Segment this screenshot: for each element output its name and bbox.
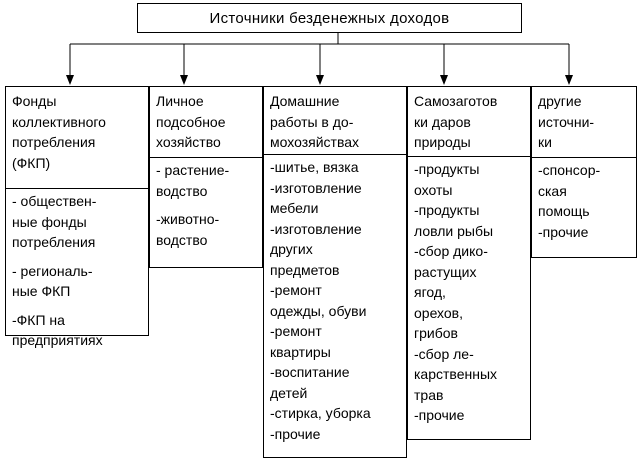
list-item-line: карственных [414, 366, 498, 382]
item-spacer [12, 253, 143, 261]
diagram-title-text: Источники безденежных доходов [209, 9, 450, 27]
list-item-line: помощь [538, 203, 590, 219]
list-item-line: -ФКП на [12, 311, 65, 328]
list-item-line: предметов [270, 261, 340, 278]
column-other-header [532, 87, 636, 158]
list-item-line: -продукты [414, 161, 480, 177]
list-item-line: ская [538, 182, 567, 199]
list-item [414, 159, 525, 200]
column-home-work-items [264, 155, 406, 444]
column-personal-farm-header [150, 87, 262, 158]
list-item [156, 160, 257, 201]
list-item-line: -воспитание [270, 364, 350, 380]
item-spacer [12, 302, 143, 310]
column-header-line: ки [538, 134, 552, 150]
list-item [270, 219, 401, 281]
column-header-line: Фонды [12, 93, 57, 109]
list-item [270, 362, 401, 403]
item-spacer [156, 201, 257, 209]
column-fkp-items [6, 189, 148, 351]
list-item-line: -изготовление [270, 179, 362, 196]
column-header-line: природы [414, 134, 471, 150]
list-item-line: водство [156, 182, 208, 199]
list-item [270, 321, 401, 362]
list-item-line: -спонсор- [538, 162, 601, 178]
column-personal-farm [149, 86, 263, 268]
list-item [12, 310, 143, 351]
column-other [531, 86, 637, 258]
column-header-line: другие [538, 93, 582, 109]
list-item [538, 160, 631, 222]
list-item-line: -сбор дико- [414, 243, 488, 259]
list-item [270, 280, 401, 321]
arrow-head [66, 75, 74, 85]
arrow-head [440, 75, 448, 85]
list-item-line: -шитье, вязка [270, 159, 359, 175]
list-item-line: ные фонды [12, 213, 87, 230]
column-header-line: ки даров [414, 113, 471, 130]
column-header-line: подсобное [156, 113, 226, 130]
list-item [270, 424, 401, 445]
column-header-line: мохозяйствах [270, 134, 360, 150]
column-header-line: хозяйство [156, 134, 221, 150]
list-item-line: орехов, [414, 304, 464, 321]
list-item-line: -прочие [414, 407, 465, 423]
list-item [414, 344, 525, 406]
list-item-line: мебели [270, 200, 319, 216]
list-item-line: -прочие [538, 223, 589, 240]
list-item-line: потребления [12, 234, 96, 250]
list-item-line: охоты [414, 181, 453, 198]
column-self-harvest-items [408, 157, 530, 426]
list-item-line: квартиры [270, 343, 331, 360]
column-fkp [5, 86, 149, 348]
column-self-harvest [407, 86, 531, 440]
list-item [156, 209, 257, 250]
list-item-line: трав [414, 386, 444, 403]
column-home-work-header [264, 87, 406, 155]
list-item-line: - региональ- [12, 262, 93, 279]
arrow-head [180, 75, 188, 85]
list-item [270, 157, 401, 178]
column-self-harvest-header [408, 87, 530, 157]
list-item-line: ловли рыбы [414, 222, 494, 239]
column-header-line: Самозаготов [414, 93, 498, 109]
list-item-line: -сбор ле- [414, 345, 474, 362]
list-item [12, 191, 143, 253]
list-item [414, 241, 525, 344]
list-item-line: грибов [414, 325, 458, 341]
arrows [66, 44, 573, 85]
arrow-head [316, 75, 324, 85]
list-item-line: -животно- [156, 211, 220, 227]
column-header-line: Личное [156, 93, 204, 109]
list-item-line: ягод, [414, 284, 446, 300]
column-header-line: коллективного [12, 113, 106, 130]
list-item [414, 405, 525, 426]
list-item-line: - растение- [156, 162, 230, 178]
list-item-line: ные ФКП [12, 283, 71, 299]
list-item-line: -продукты [414, 202, 480, 218]
list-item-line: -стирка, уборка [270, 405, 371, 421]
list-item-line: -ремонт [270, 323, 322, 339]
arrow-head [565, 75, 573, 85]
list-item-line: -ремонт [270, 282, 322, 298]
list-item [270, 178, 401, 219]
list-item-line: других [270, 241, 313, 257]
list-item-line: предприятиях [12, 332, 103, 348]
column-header-line: потребления [12, 134, 96, 150]
column-other-items [532, 158, 636, 242]
column-personal-farm-items [150, 158, 262, 250]
list-item-line: - обществен- [12, 193, 97, 209]
list-item-line: водство [156, 231, 208, 248]
list-item [12, 261, 143, 302]
column-header-line: (ФКП) [12, 154, 51, 171]
list-item-line: детей [270, 384, 308, 401]
column-header-line: работы в до- [270, 113, 354, 130]
column-fkp-header [6, 87, 148, 189]
list-item [414, 200, 525, 241]
list-item-line: одежды, обуви [270, 302, 367, 319]
list-item-line: растущих [414, 263, 477, 280]
column-header-line: Домашние [270, 93, 340, 109]
list-item-line: -изготовление [270, 220, 362, 237]
list-item [538, 222, 631, 243]
list-item-line: -прочие [270, 425, 321, 442]
list-item [270, 403, 401, 424]
column-home-work [263, 86, 407, 458]
column-header-line: источни- [538, 113, 595, 130]
